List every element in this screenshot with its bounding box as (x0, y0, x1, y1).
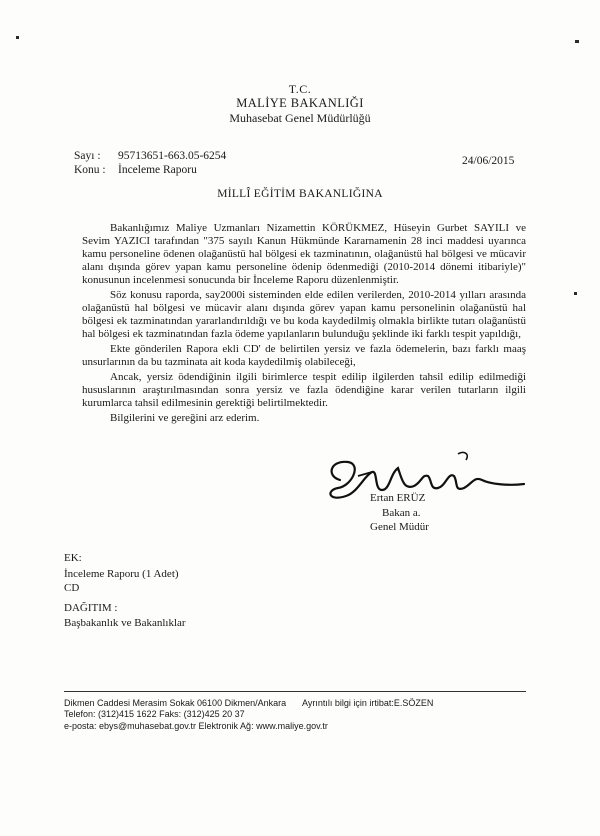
addressee: MİLLÎ EĞİTİM BAKANLIĞINA (217, 188, 383, 200)
konu-label: Konu : (74, 164, 106, 176)
sayi-value: 95713651-663.05-6254 (118, 150, 227, 162)
scan-speck (574, 292, 577, 295)
attachment-item: İnceleme Raporu (1 Adet) (64, 568, 179, 580)
attachments-heading: EK: (64, 552, 82, 564)
distribution-heading: DAĞITIM : (64, 602, 118, 614)
body-paragraph: Ekte gönderilen Rapora ekli CD' de belirtilen yersiz ve fazla ödemelerin, bazı farklı maaş unsurlarının da bu tazminata ait koda kaydedilmiş olabileceği, (82, 343, 526, 368)
header-ministry: MALİYE BAKANLIĞI (236, 96, 364, 110)
attachment-item: CD (64, 582, 80, 594)
letter-body (82, 222, 526, 427)
footer-divider (64, 691, 526, 692)
header-department: Muhasebat Genel Müdürlüğü (229, 111, 371, 125)
signatory-name: Ertan ERÜZ (370, 492, 426, 504)
sayi-label: Sayı : (74, 150, 101, 162)
footer-email: e-posta: ebys@muhasebat.gov.tr Elektronik Ağ: www.maliye.gov.tr (64, 721, 328, 731)
body-paragraph: Bilgilerini ve gereğini arz ederim. (110, 412, 260, 424)
scan-speck (16, 36, 19, 39)
signatory-title: Bakan a. (382, 507, 421, 519)
body-paragraph: Söz konusu raporda, say2000i sisteminden elde edilen verilerden, 2010-2014 yılları arasında olağanüstü hal bölgesi ve mücavir alanı dışında görev yapan kamu personelinin olağanüstü hal bölgesi ek tazminatından yararlandırıldığı ve bu koda kaydedilmiş olmakla birlikte tutarı olağanüstü hal bölgesi ek tazminatından fazla ödeme yapılanların bulunduğu şeklinde iki farklı tespit yapıldığı, (82, 289, 526, 340)
konu-value: İnceleme Raporu (118, 164, 197, 176)
footer-phone: Telefon: (312)415 1622 Faks: (312)425 20 37 (64, 709, 245, 719)
document-date: 24/06/2015 (462, 155, 515, 167)
body-paragraph: Ancak, yersiz ödendiğinin ilgili birimlerce tespit edilip ilgilerden tahsil edilip edilmediği hususlarının araştırılmasından sonra yersiz ve fazla ödendiğine karar verilen tutarların ilgili kurumlarca tahsil edilmesinin gerektiği belirtilmektedir. (82, 371, 526, 409)
distribution-item: Başbakanlık ve Bakanlıklar (64, 617, 186, 629)
signatory-role: Genel Müdür (370, 521, 429, 533)
scan-speck (575, 40, 579, 43)
footer-address: Dikmen Caddesi Merasim Sokak 06100 Dikmen/Ankara (64, 698, 287, 708)
footer-contact-info: Ayrıntılı bilgi için irtibat:E.SÖZEN (302, 698, 434, 708)
header-tc: T.C. (288, 82, 312, 96)
body-paragraph: Bakanlığımız Maliye Uzmanları Nizamettin KÖRÜKMEZ, Hüseyin Gurbet SAYILI ve Sevim YAZICI tarafından "375 sayılı Kanun Hükmünde Kararnamenin 28 inci maddesi uyarınca kamu personeline ödenen olağanüstü hal bölgesi ek tazminatının, olağanüstü hal bölgesi ve mücavir alanı dışında görev yapan kamu personeline ödenip ödenmediği (2010-2014 dönemi itibariyle)" konusunun incelenmesi sonucunda bir İnceleme Raporu düzenlenmiştir. (82, 222, 526, 286)
